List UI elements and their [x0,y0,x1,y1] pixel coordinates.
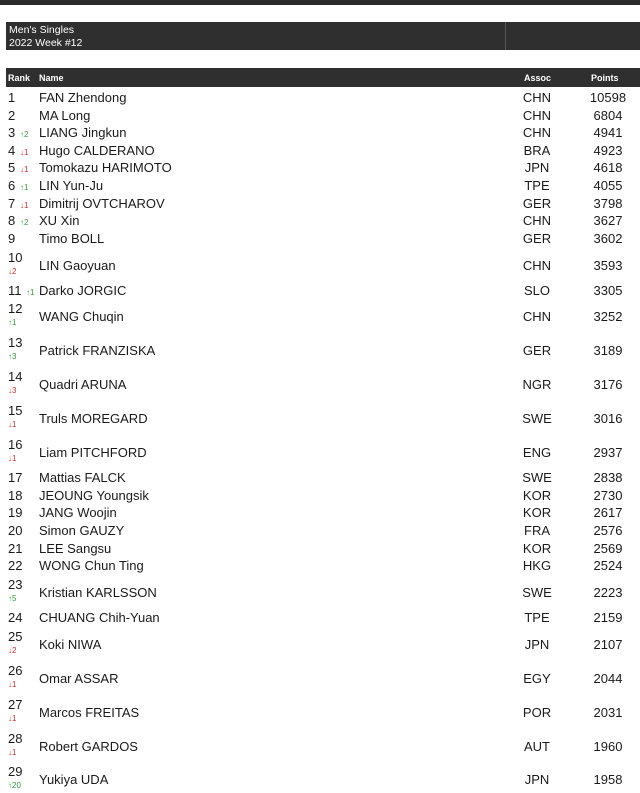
rank-change-indicator: ↑1 [20,183,29,192]
points-cell: 2107 [593,637,623,652]
points-cell: 2159 [593,610,623,625]
association-cell: SWE [522,585,552,600]
table-row [6,125,640,142]
player-name: WANG Chuqin [39,309,124,324]
player-name: Timo BOLL [39,231,105,246]
table-row [6,108,640,125]
rank-cell: 9 [8,231,16,246]
table-row [6,541,640,558]
table-row [6,143,640,160]
player-name: LIANG Jingkun [39,125,127,140]
rank-cell: 23 [8,577,23,592]
association-cell: CHN [522,213,552,228]
association-cell: CHN [522,309,552,324]
player-name: Robert GARDOS [39,739,138,754]
player-name: Koki NIWA [39,637,102,652]
ranking-header [6,22,640,50]
association-cell: GER [522,343,552,358]
table-row [6,437,640,467]
top-bar [0,0,640,5]
rank-change-indicator: ↑5 [8,594,17,603]
rank-cell: 6 [8,178,16,193]
association-cell: ENG [522,445,552,460]
table-row [6,523,640,540]
association-cell: KOR [522,541,552,556]
rank-cell: 15 [8,403,23,418]
points-cell: 2838 [593,470,623,485]
rank-cell: 7 [8,196,16,211]
points-cell: 4618 [593,160,623,175]
rank-cell: 26 [8,663,23,678]
points-cell: 4055 [593,178,623,193]
rank-cell: 10 [8,250,23,265]
column-header-assoc: Assoc [524,73,552,83]
table-row [6,196,640,213]
player-name: Liam PITCHFORD [39,445,147,460]
table-row [6,178,640,195]
player-name: Dimitrij OVTCHAROV [39,196,165,211]
player-name: Mattias FALCK [39,470,126,485]
rank-cell: 3 [8,125,16,140]
points-cell: 4923 [593,143,623,158]
rank-change-indicator: ↓1 [20,148,29,157]
points-cell: 2730 [593,488,623,503]
rank-cell: 2 [8,108,16,123]
rank-cell: 24 [8,610,23,625]
player-name: CHUANG Chih-Yuan [39,610,160,625]
table-row [6,697,640,727]
player-name: Patrick FRANZISKA [39,343,156,358]
table-row [6,663,640,693]
player-name: Hugo CALDERANO [39,143,155,158]
player-name: LEE Sangsu [39,541,112,556]
association-cell: NGR [522,377,552,392]
table-row [6,488,640,505]
player-name: MA Long [39,108,91,123]
player-name: Quadri ARUNA [39,377,127,392]
points-cell: 10598 [589,90,627,105]
rank-cell: 1 [8,90,16,105]
table-row [6,213,640,230]
table-row [6,577,640,607]
table-row [6,470,640,487]
rank-cell: 19 [8,505,23,520]
association-cell: JPN [524,637,550,652]
points-cell: 3798 [593,196,623,211]
player-name: Omar ASSAR [39,671,119,686]
player-name: Marcos FREITAS [39,705,140,720]
rank-change-indicator: ↓1 [8,680,17,689]
player-name: FAN Zhendong [39,90,127,105]
rank-cell: 13 [8,335,23,350]
association-cell: AUT [524,739,550,754]
table-row [6,231,640,248]
rank-change-indicator: ↓1 [8,454,17,463]
association-cell: CHN [522,90,552,105]
rank-cell: 29 [8,764,23,779]
table-row [6,731,640,761]
table-row [6,369,640,399]
association-cell: EGY [523,671,551,686]
rank-change-indicator: ↑20 [8,781,21,790]
association-cell: CHN [522,125,552,140]
table-row [6,558,640,575]
player-name: Kristian KARLSSON [39,585,157,600]
points-cell: 2937 [593,445,623,460]
points-cell: 6804 [593,108,623,123]
rank-cell: 4 [8,143,16,158]
rank-cell: 16 [8,437,23,452]
player-name: Yukiya UDA [39,772,109,787]
association-cell: BRA [523,143,551,158]
rank-cell: 22 [8,558,23,573]
table-row [6,90,640,107]
rank-change-indicator: ↑1 [8,318,17,327]
rank-change-indicator: ↑3 [8,352,17,361]
points-cell: 1960 [593,739,623,754]
player-name: Truls MOREGARD [39,411,148,426]
association-cell: JPN [524,772,550,787]
points-cell: 2044 [593,671,623,686]
table-row [6,335,640,365]
association-cell: JPN [524,160,550,175]
points-cell: 3305 [593,283,623,298]
rank-cell: 20 [8,523,23,538]
points-cell: 2524 [593,558,623,573]
association-cell: KOR [522,488,552,503]
ranking-category: Men's Singles [9,24,75,36]
rank-cell: 17 [8,470,23,485]
rank-change-indicator: ↓3 [8,386,17,395]
rank-change-indicator: ↓1 [20,201,29,210]
table-header [6,68,640,87]
rank-change-indicator: ↓2 [8,646,17,655]
table-row [6,610,640,627]
association-cell: SWE [522,470,552,485]
table-row [6,629,640,659]
player-name: XU Xin [39,213,80,228]
association-cell: CHN [522,108,552,123]
points-cell: 3016 [593,411,623,426]
player-name: Tomokazu HARIMOTO [39,160,172,175]
association-cell: KOR [522,505,552,520]
points-cell: 3176 [593,377,623,392]
association-cell: GER [522,231,552,246]
player-name: Simon GAUZY [39,523,125,538]
association-cell: SWE [522,411,552,426]
points-cell: 2617 [593,505,623,520]
points-cell: 3627 [593,213,623,228]
rank-change-indicator: ↓1 [8,420,17,429]
player-name: JANG Woojin [39,505,117,520]
rank-change-indicator: ↑1 [26,288,35,297]
association-cell: FRA [524,523,550,538]
rank-cell: 25 [8,629,23,644]
ranking-week: 2022 Week #12 [9,37,83,49]
player-name: LIN Gaoyuan [39,258,116,273]
rank-change-indicator: ↓2 [8,267,17,276]
table-row [6,403,640,433]
column-header-rank: Rank [8,73,31,83]
rank-change-indicator: ↓1 [8,748,17,757]
column-header-points: Points [591,73,619,83]
association-cell: POR [522,705,552,720]
rank-change-indicator: ↓1 [20,165,29,174]
rank-cell: 28 [8,731,23,746]
points-cell: 1958 [593,772,623,787]
rank-change-indicator: ↓1 [8,714,17,723]
rank-cell: 14 [8,369,23,384]
rank-change-indicator: ↑2 [20,218,29,227]
points-cell: 3189 [593,343,623,358]
player-name: Darko JORGIC [39,283,127,298]
points-cell: 2569 [593,541,623,556]
rank-cell: 27 [8,697,23,712]
points-cell: 3593 [593,258,623,273]
rank-cell: 21 [8,541,23,556]
association-cell: SLO [523,283,550,298]
player-name: WONG Chun Ting [39,558,144,573]
table-row [6,301,640,331]
rank-cell: 5 [8,160,16,175]
player-name: LIN Yun-Ju [39,178,104,193]
rank-cell: 12 [8,301,23,316]
table-row [6,764,640,793]
column-header-name: Name [39,73,64,83]
association-cell: CHN [522,258,552,273]
points-cell: 3252 [593,309,623,324]
association-cell: HKG [522,558,552,573]
table-row [6,283,640,300]
association-cell: TPE [524,610,550,625]
association-cell: TPE [524,178,550,193]
table-row [6,250,640,280]
player-name: JEOUNG Youngsik [39,488,149,503]
points-cell: 2223 [593,585,623,600]
table-row [6,160,640,177]
rank-cell: 11 [8,283,22,298]
header-divider [505,22,506,50]
rank-cell: 8 [8,213,16,228]
points-cell: 2576 [593,523,623,538]
rank-cell: 18 [8,488,23,503]
association-cell: GER [522,196,552,211]
points-cell: 4941 [593,125,623,140]
table-row [6,505,640,522]
points-cell: 2031 [593,705,623,720]
points-cell: 3602 [593,231,623,246]
rank-change-indicator: ↑2 [20,130,29,139]
